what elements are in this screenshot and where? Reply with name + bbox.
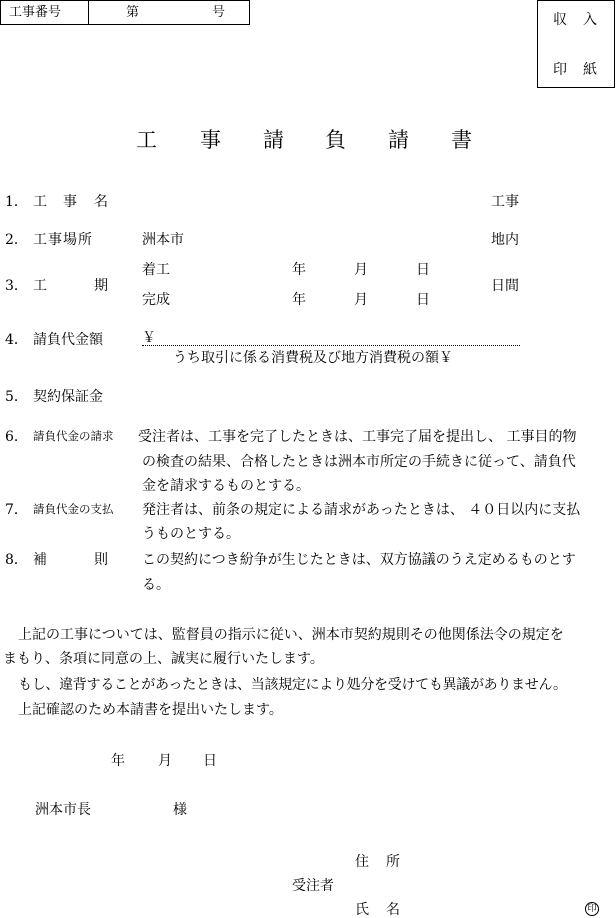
item-label-char: 工	[33, 278, 47, 294]
date-month: 月	[158, 753, 172, 769]
title-char: 請	[263, 128, 284, 152]
body-line: 上記の工事については、監督員の指示に従い、洲本市契約規則その他関係法令の規定を	[18, 627, 564, 643]
item-number: 7．	[5, 502, 28, 518]
body-line: もし、違背することがあったときは、当該規定により処分を受けても異議がありません。	[18, 677, 567, 693]
item-label-char: 期	[94, 278, 108, 294]
item-label-char: 則	[94, 552, 108, 568]
clause-line: 発注者は、前条の規定による請求があったときは、 ４０日以内に支払	[142, 502, 581, 518]
stamp-char: 印	[553, 62, 567, 78]
amount-dotted-line	[142, 345, 520, 346]
item-label-char: 補	[33, 552, 47, 568]
amount-value: ￥	[142, 330, 156, 346]
clause-line: うものとする。	[142, 526, 240, 542]
stamp-char: 入	[583, 12, 597, 28]
start-month: 月	[354, 262, 368, 278]
item-number: 8．	[5, 552, 28, 568]
item-number: 5．	[5, 389, 28, 405]
item-label-char: 工	[33, 194, 47, 210]
item-label: 契約保証金	[33, 389, 103, 405]
header-divider	[88, 1, 89, 24]
item-number: 2．	[5, 232, 28, 248]
title-char: 負	[325, 128, 346, 152]
item-suffix: 日間	[491, 278, 519, 294]
stamp-char: 収	[553, 12, 567, 28]
address-label-char: 住	[355, 854, 369, 870]
title-char: 書	[451, 128, 472, 152]
stamp-char: 紙	[583, 62, 597, 78]
item-label: 請負代金の請求	[33, 429, 114, 443]
item-label: 請負代金額	[33, 332, 103, 348]
item-suffix: 工事	[491, 194, 519, 210]
end-month: 月	[354, 292, 368, 308]
addressee-name: 洲本市長	[35, 802, 91, 818]
title-char: 事	[200, 128, 221, 152]
construction-number-label: 工事番号	[9, 5, 62, 20]
clause-line: 金を請求するものとする。	[142, 478, 310, 494]
seal-mark: 印	[585, 902, 599, 916]
item-label: 工事場所	[33, 232, 93, 248]
end-year: 年	[292, 292, 306, 308]
title-char: 請	[388, 128, 409, 152]
contractor-role: 受注者	[292, 878, 334, 894]
start-label: 着工	[142, 262, 170, 278]
body-line: まもり、条項に同意の上、誠実に履行いたします。	[3, 651, 324, 667]
title-char: 工	[136, 128, 157, 152]
number-suffix: 号	[212, 5, 226, 20]
tax-note: うち取引に係る消費税及び地方消費税の額￥	[173, 350, 453, 366]
clause-line: この契約につき紛争が生じたときは、双方協議のうえ定めるものとす	[142, 552, 576, 568]
item-number: 4．	[5, 332, 28, 348]
start-year: 年	[292, 262, 306, 278]
end-label: 完成	[142, 292, 170, 308]
start-day: 日	[416, 262, 430, 278]
item-number: 3．	[5, 278, 28, 294]
clause-line: の検査の結果、合格したときは洲本市所定の手続きに従って、請負代	[142, 454, 576, 470]
name-label-char: 名	[386, 902, 400, 918]
clause-line: る。	[142, 577, 170, 593]
date-day: 日	[203, 753, 217, 769]
name-label-char: 氏	[355, 902, 369, 918]
revenue-stamp-box	[537, 0, 615, 88]
item-suffix: 地内	[491, 232, 519, 248]
item-label-char: 事	[63, 194, 77, 210]
item-number: 1．	[5, 194, 28, 210]
addressee-honorific: 様	[173, 802, 187, 818]
address-label-char: 所	[386, 854, 400, 870]
item-number: 6．	[5, 429, 28, 445]
end-day: 日	[416, 292, 430, 308]
clause-line: 受注者は、工事を完了したときは、工事完了届を提出し、 工事目的物	[138, 429, 577, 445]
date-year: 年	[111, 753, 125, 769]
body-line: 上記確認のため本請書を提出いたします。	[18, 702, 283, 718]
number-prefix: 第	[126, 5, 140, 20]
item-label: 請負代金の支払	[33, 502, 114, 516]
item-label-char: 名	[94, 194, 108, 210]
site-value: 洲本市	[142, 232, 184, 248]
